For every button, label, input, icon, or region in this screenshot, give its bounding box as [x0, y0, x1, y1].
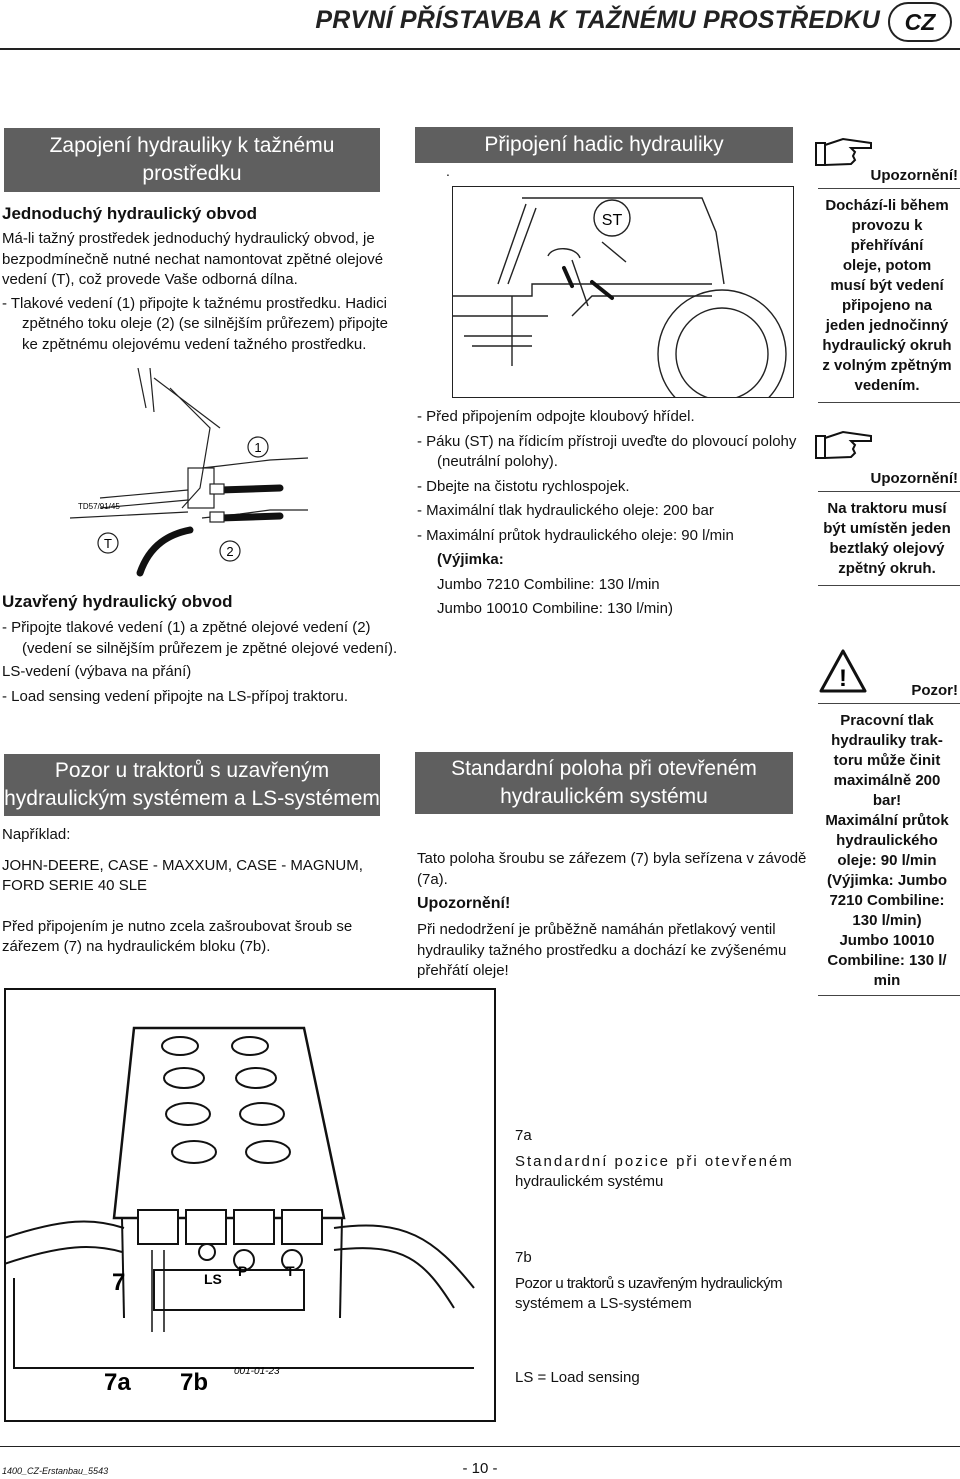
label-ls: LS — [204, 1271, 222, 1287]
pointing-hand-icon — [815, 135, 875, 169]
figure2-code: 001-01-23 — [234, 1366, 280, 1377]
figure-code: TD57/91/45 — [78, 502, 120, 511]
section-title-standard-position: Standardní poloha při otevřeném hydraulickém systému — [415, 752, 793, 814]
label-7b: 7b — [180, 1369, 209, 1396]
label-7: 7 — [112, 1269, 126, 1296]
label-t-block: T — [286, 1263, 295, 1279]
hose-connection-figure — [70, 368, 320, 578]
ls-definition: LS = Load sensing — [515, 1369, 640, 1386]
page-number: - 10 - — [462, 1460, 498, 1477]
note2-text: Na traktoru musí být umístěn jeden beztlaký olejový zpětný okruh. — [823, 500, 951, 577]
section-title-closed-systems: Pozor u traktorů s uzavřeným hydraulickým systémem a LS-systémem — [4, 754, 380, 816]
hose-connection-instructions: - Před připojením odpojte kloubový hřídel. - Páku (ST) na řídicím přístroji uveďte do plovoucí polohy (neutrální polohy). - Dbejte na čistotu rychlospojek. - Maximální tlak hydraulického oleje: 200 bar - Maximální průtok hydraulického oleje: 90 l/min (Výjimka: Jumbo 7210 Combiline: 130 l/min Jumbo 10010 Combiline: 130 l/min) — [417, 408, 797, 617]
warning-mark: ! — [839, 665, 847, 692]
note3-end-rule — [818, 995, 960, 996]
note2-end-rule — [818, 585, 960, 586]
closed-circuit-paragraph: - Připojte tlakové vedení (1) a zpětné olejové vedení (2) (vedení se silnějším průřezem je zpětné olejové vedení). LS-vedení (výbava na přání) - Load sensing vedení připojte na LS-přípoj traktoru. — [2, 619, 398, 705]
caption-7a: 7a Standardní pozice při otevřeném hydraulickém systému — [515, 1127, 794, 1190]
note2-rule — [818, 491, 960, 492]
label-1: 1 — [254, 440, 262, 455]
section-title-hose-connection: Připojení hadic hydrauliky — [415, 127, 793, 163]
document-id: 1400_CZ-Erstanbau_5543 — [2, 1466, 109, 1476]
header-rule — [0, 48, 960, 50]
single-circuit-paragraph: Má-li tažný prostředek jednoduchý hydraulický obvod, je bezpodmínečně nutné nechat namontovat zpětné olejové vedení (T), což provede Vaše odborná dílna. - Tlakové vedení (1) připojte k tažnému prostředku. Hadici zpětného toku oleje (2) (se silnějším průřezem) připojte ke zpětnému olejovému vedení tažného prostředku. — [2, 230, 388, 353]
warning-paragraph: Při nedodržení je průběžně namáhán přetlakový ventil hydrauliky tažného prostředku a dochází ke zvýšenému přehřátí oleje! — [417, 921, 787, 979]
label-p: P — [238, 1263, 248, 1279]
label-7a: 7a — [104, 1369, 131, 1396]
label-t: T — [104, 536, 112, 551]
note1-rule — [818, 188, 960, 189]
page-title: PRVNÍ PŘÍSTAVBA K TAŽNÉMU PROSTŘEDKU — [315, 6, 880, 34]
closed-circuit-heading: Uzavřený hydraulický obvod — [2, 592, 233, 611]
stray-dot: . — [446, 163, 450, 179]
label-st: ST — [601, 212, 623, 229]
hydraulic-block-figure — [4, 988, 496, 1422]
example-block: Například: JOHN-DEERE, CASE - MAXXUM, CASE - MAGNUM, FORD SERIE 40 SLE Před připojením je nutno zcela zašroubovat šroub se zářezem (7) na hydraulickém bloku (7b). — [2, 826, 363, 955]
footer-rule — [0, 1446, 960, 1447]
label-2: 2 — [226, 544, 234, 559]
language-badge: CZ — [888, 2, 952, 42]
note2-heading: Upozornění! — [870, 470, 958, 487]
caption-7b: 7b Pozor u traktorů s uzavřeným hydraulickým systémem a LS-systémem — [515, 1249, 783, 1312]
note3-text: Pracovní tlak hydrauliky trak- toru může činit maximálně 200 bar! Maximální průtok hydraulického oleje: 90 l/min (Výjimka: Jumbo 7210 Combiline: 130 l/min) Jumbo 10010 Combiline: 130 l/ min — [825, 712, 949, 989]
note1-heading: Upozornění! — [870, 167, 958, 184]
standard-position-paragraph: Tato poloha šroubu se zářezem (7) byla seřízena v závodě (7a). — [417, 850, 807, 888]
warning-heading: Upozornění! — [417, 895, 511, 912]
note1-end-rule — [818, 402, 960, 403]
single-circuit-heading: Jednoduchý hydraulický obvod — [2, 204, 258, 223]
note3-rule — [818, 703, 960, 704]
tractor-cab-figure — [452, 186, 794, 398]
note1-text: Dochází-li během provozu k přehřívání oleje, potom musí být vedení připojeno na jeden jednočinný hydraulický okruh z volným zpětným vedením. — [822, 197, 952, 394]
pointing-hand-icon — [815, 428, 875, 462]
section-title-hydraulic-connection: Zapojení hydrauliky k tažnému prostředku — [4, 128, 380, 192]
note3-heading: Pozor! — [911, 682, 958, 699]
